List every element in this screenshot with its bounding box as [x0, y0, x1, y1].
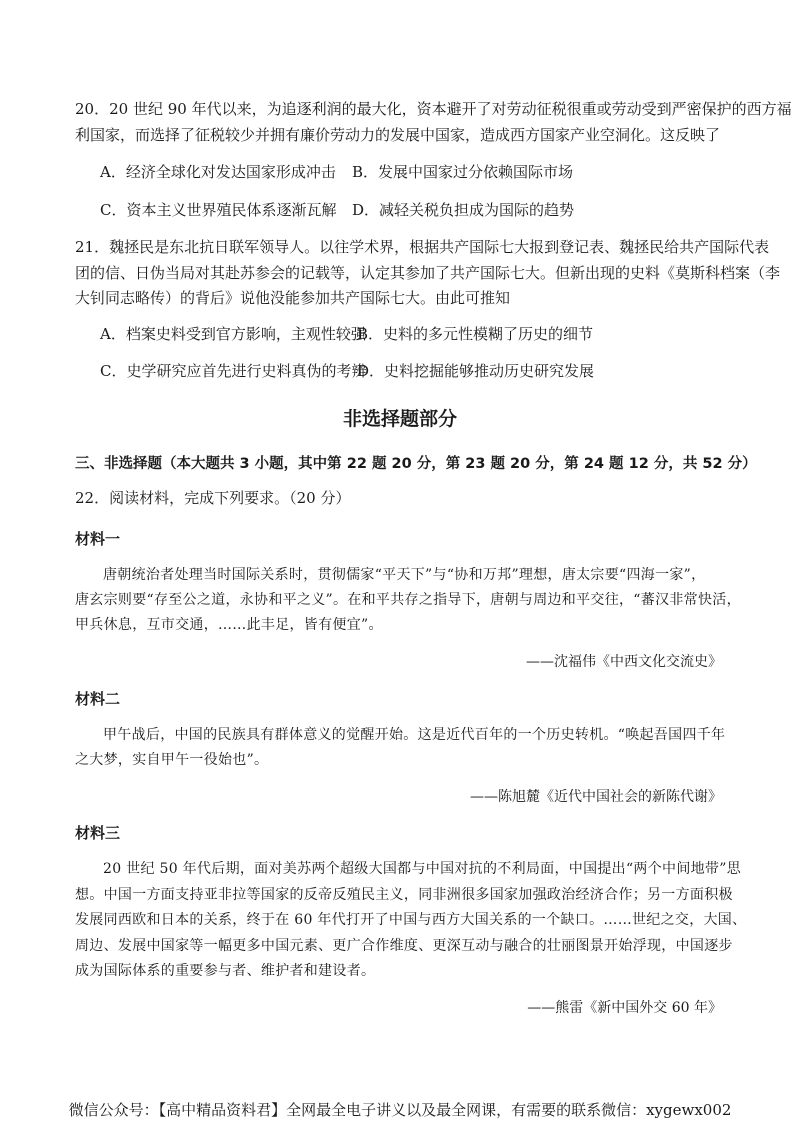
material-2-source: ——陈旭麓《近代中国社会的新陈代谢》 — [470, 789, 722, 805]
q21-stem-line1: 21．魏拯民是东北抗日联军领导人。以往学术界，根据共产国际七大报到登记表、魏拯民给共产国际代表 — [75, 238, 770, 256]
section-heading: 非选择题部分 — [342, 408, 457, 430]
material-1-line3: 甲兵休息，互市交通，……此丰足，皆有便宜”。 — [75, 617, 383, 633]
q20-option-c: C．资本主义世界殖民体系逐渐瓦解 — [100, 201, 337, 219]
q20-stem-line1: 20．20 世纪 90 年代以来，为追逐利润的最大化，资本避开了对劳动征税很重或劳动受到严密保护的西方福 — [75, 100, 792, 118]
material-2-title: 材料二 — [75, 690, 121, 708]
q20-option-b: B．发展中国家过分依赖国际市场 — [352, 163, 574, 181]
q21-option-c: C．史学研究应首先进行史料真伪的考辨 — [100, 362, 367, 380]
material-3-line1: 20 世纪 50 年代后期，面对美苏两个超级大国都与中国对抗的不利局面，中国提出“两个中间地带”思 — [103, 861, 741, 877]
material-3-line2: 想。中国一方面支持亚非拉等国家的反帝反殖民主义，同非洲很多国家加强政治经济合作；另一方面积极 — [75, 887, 733, 903]
q20-stem-line2: 利国家，而选择了征税较少并拥有廉价劳动力的发展中国家，造成西方国家产业空洞化。这反映了 — [75, 126, 721, 144]
material-1-source: ——沈福伟《中西文化交流史》 — [526, 654, 722, 670]
part3-header: 三、非选择题（本大题共 3 小题，其中第 22 题 20 分，第 23 题 20 分，第 24 题 12 分，共 52 分） — [75, 456, 757, 472]
material-1-line1: 唐朝统治者处理当时国际关系时，贯彻儒家“平天下”与“协和万邦”理想，唐太宗要“四海一家”， — [103, 567, 706, 583]
material-3-title: 材料三 — [75, 824, 121, 842]
q20-option-a: A．经济全球化对发达国家形成冲击 — [100, 163, 336, 181]
footer-note: 微信公众号：【高中精品资料君】全网最全电子讲义以及最全网课，有需要的联系微信：xygewx002 — [68, 1101, 732, 1119]
q21-stem-line2: 团的信、日伪当局对其赴苏参会的记载等，认定其参加了共产国际七大。但新出现的史料《莫斯科档案（李 — [75, 264, 781, 282]
material-3-line3: 发展同西欧和日本的关系，终于在 60 年代打开了中国与西方大国关系的一个缺口。……世纪之交，大国、 — [75, 912, 747, 928]
material-3-source: ——熊雷《新中国外交 60 年》 — [527, 1000, 722, 1016]
q21-option-a: A．档案史料受到官方影响，主观性较强 — [100, 325, 366, 343]
q20-option-d: D．减轻关税负担成为国际的趋势 — [352, 201, 575, 219]
material-2-line2: 之大梦，实自甲午一役始也”。 — [75, 752, 269, 768]
material-2-line1: 甲午战后，中国的民族具有群体意义的觉醒开始。这是近代百年的一个历史转机。“唤起吾国四千年 — [103, 727, 726, 743]
q21-option-b: B．史料的多元性模糊了历史的细节 — [357, 325, 594, 343]
q22-stem: 22．阅读材料，完成下列要求。（20 分） — [75, 489, 351, 507]
material-3-line5: 成为国际体系的重要参与者、维护者和建设者。 — [75, 963, 376, 979]
material-1-title: 材料一 — [75, 530, 121, 548]
q21-stem-line3: 大钊同志略传）的背后》说他没能参加共产国际七大。由此可推知 — [75, 289, 511, 307]
material-1-line2: 唐玄宗则要“存至公之道，永协和平之义”。在和平共存之指导下，唐朝与周边和平交往，“蕃汉非常快活， — [75, 592, 741, 608]
material-3-line4: 周边、发展中国家等一幅更多中国元素、更广合作维度、更深互动与融合的壮丽图景开始浮现，中国逐步 — [75, 938, 733, 954]
q21-option-d: D．史料挖掘能够推动历史研究发展 — [357, 362, 595, 380]
